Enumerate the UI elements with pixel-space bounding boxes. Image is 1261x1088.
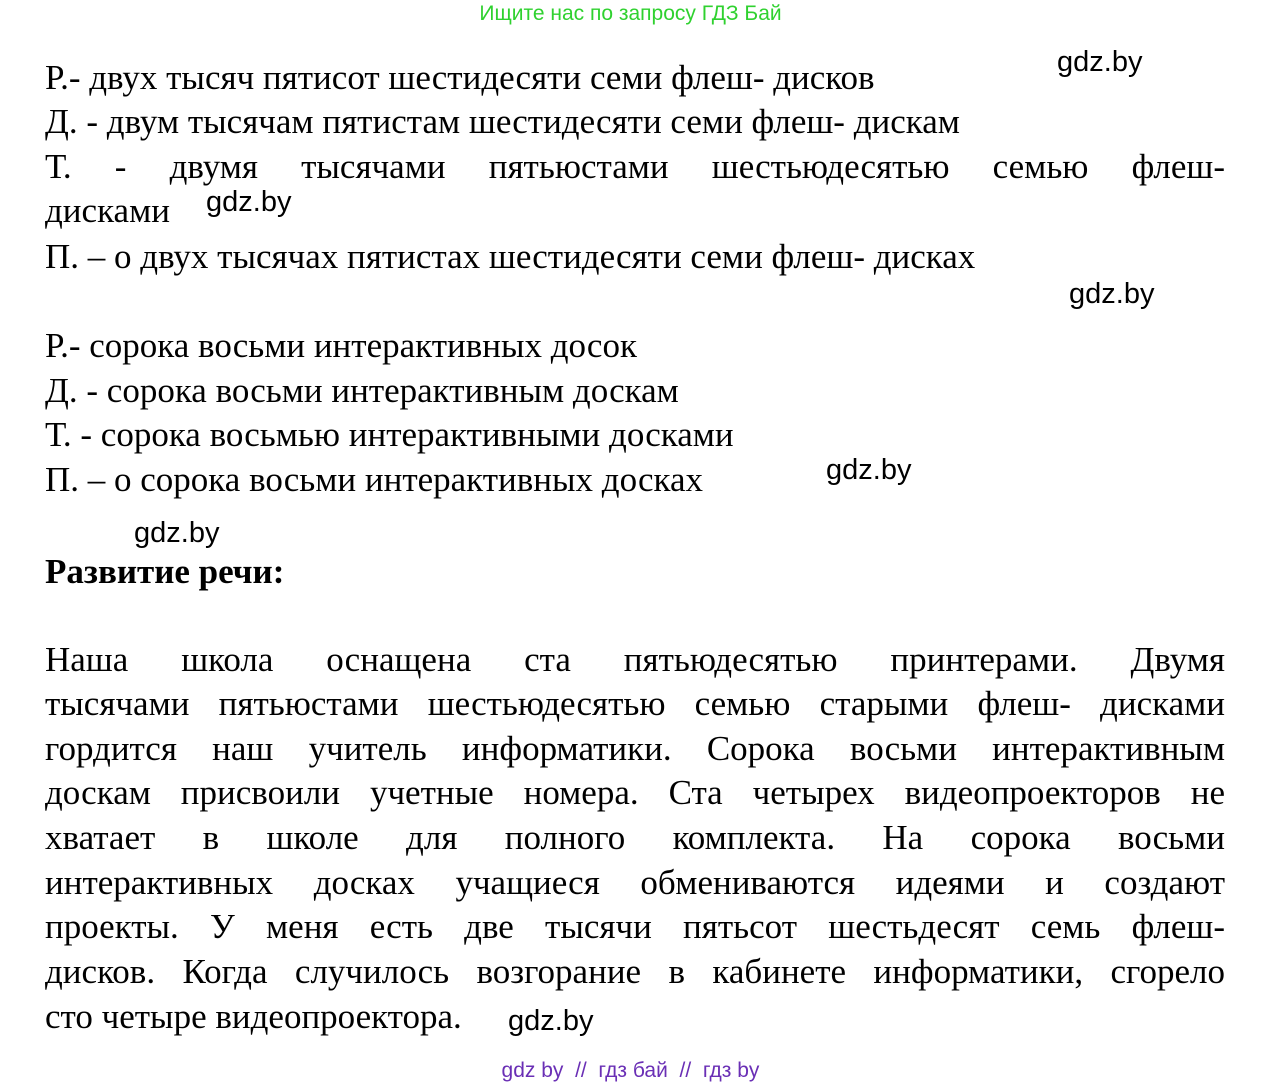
case-line-prepositional-2: П. – о сорока восьми интерактивных досках: [45, 460, 703, 499]
case-line-dative: Д. - двум тысячам пятистам шестидесяти семи флеш- дискам: [45, 102, 960, 141]
footer-links: gdz by // гдз бай // гдз by: [501, 1059, 760, 1082]
paragraph-line: проекты. У меня есть две тысячи пятьсот шестьдесят семь флеш-: [45, 907, 1225, 946]
case-line-instrumental: Т. - двумя тысячами пятьюстами шестьюдесятью семью флеш-: [45, 147, 1225, 186]
case-line-genitive-2: Р.- сорока восьми интерактивных досок: [45, 326, 637, 365]
paragraph-line: Наша школа оснащена ста пятьюдесятью принтерами. Двумя: [45, 640, 1225, 679]
paragraph-line: доскам присвоили учетные номера. Ста четырех видеопроекторов не: [45, 773, 1225, 812]
paragraph-line: хватает в школе для полного комплекта. На сорока восьми: [45, 818, 1225, 857]
watermark: gdz.by: [1069, 278, 1155, 310]
section-heading: Развитие речи:: [45, 552, 285, 591]
paragraph-line: дисков. Когда случилось возгорание в кабинете информатики, сгорело: [45, 952, 1225, 991]
watermark: gdz.by: [1057, 46, 1143, 78]
paragraph-line: сто четыре видеопроектора.: [45, 997, 462, 1036]
watermark: gdz.by: [134, 517, 220, 549]
watermark: gdz.by: [826, 454, 912, 486]
case-line-prepositional: П. – о двух тысячах пятистах шестидесяти семи флеш- дисках: [45, 237, 976, 276]
paragraph-line: гордится наш учитель информатики. Сорока восьми интерактивным: [45, 729, 1225, 768]
case-line-dative-2: Д. - сорока восьми интерактивным доскам: [45, 371, 679, 410]
case-line-instrumental-cont: дисками: [45, 191, 170, 230]
paragraph-line: тысячами пятьюстами шестьюдесятью семью старыми флеш- дисками: [45, 684, 1225, 723]
case-line-genitive: Р.- двух тысяч пятисот шестидесяти семи флеш- дисков: [45, 58, 875, 97]
case-line-instrumental-2: Т. - сорока восьмью интерактивными досками: [45, 415, 734, 454]
watermark: gdz.by: [206, 186, 292, 218]
top-banner: Ищите нас по запросу ГДЗ Бай: [479, 2, 782, 25]
paragraph-line: интерактивных досках учащиеся обмениваются идеями и создают: [45, 863, 1225, 902]
watermark: gdz.by: [508, 1005, 594, 1037]
